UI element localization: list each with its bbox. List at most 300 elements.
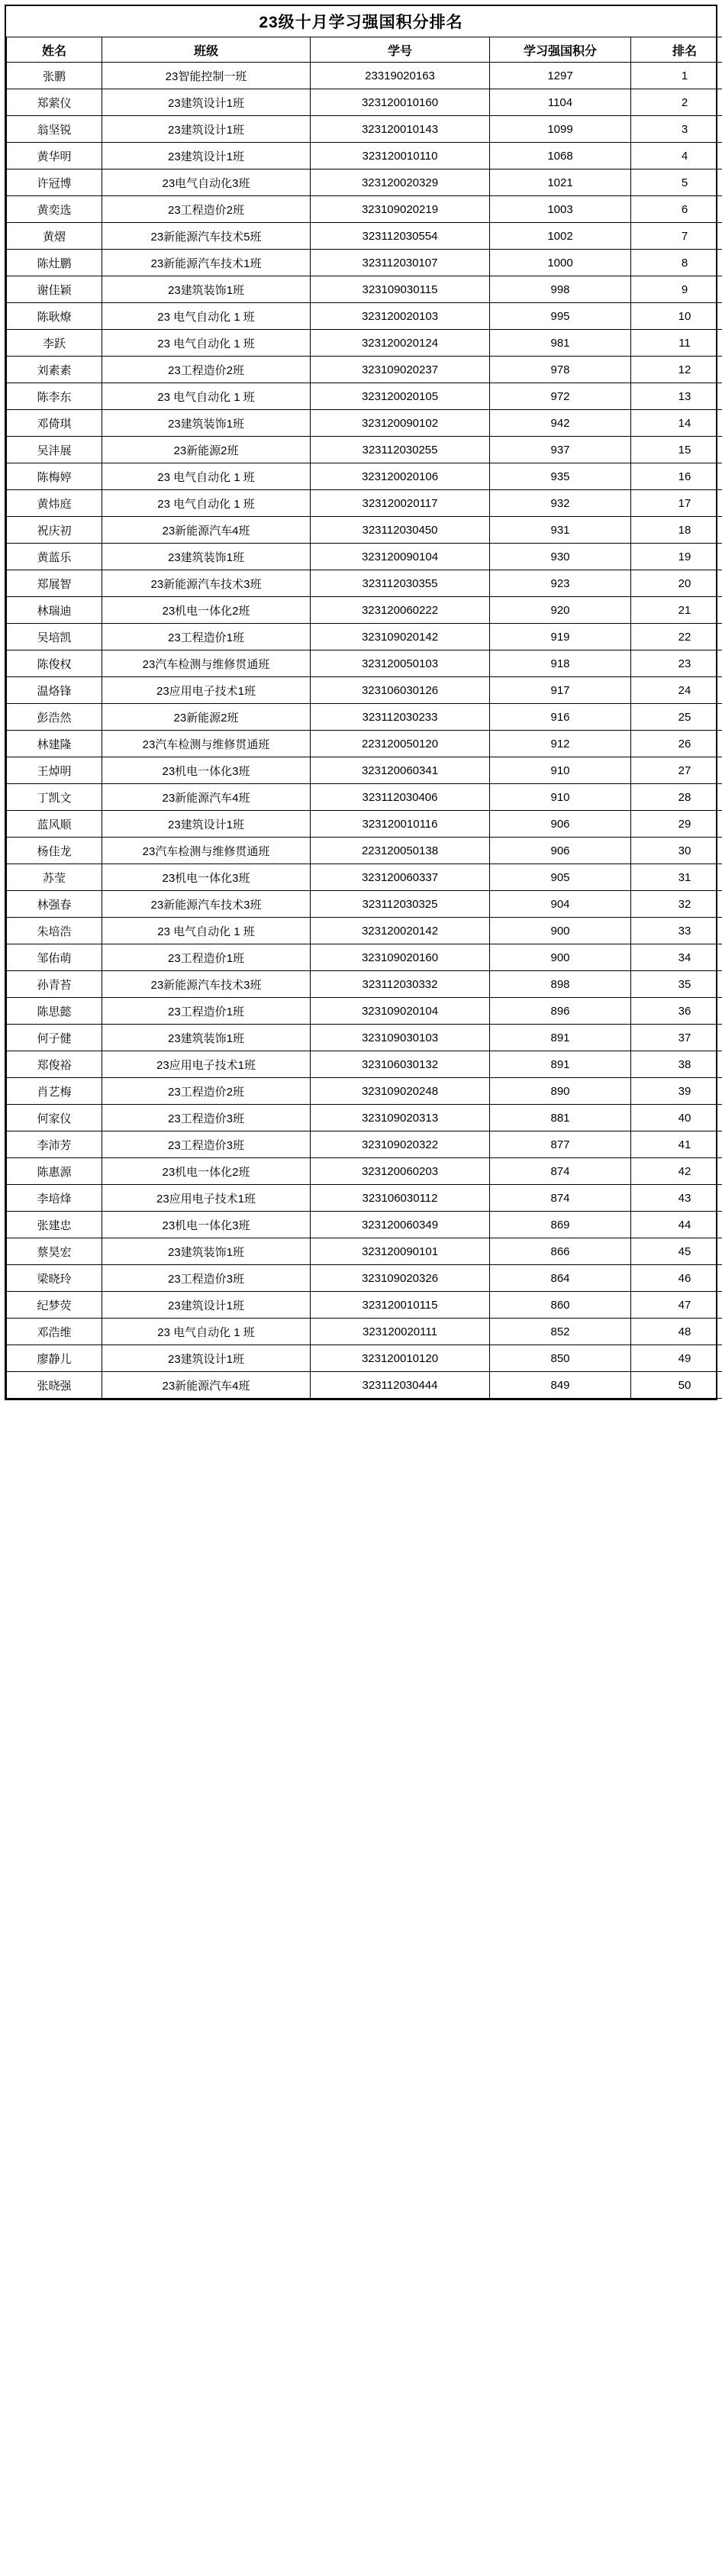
cell-name: 翁坚锐 [7,116,102,143]
cell-rank: 14 [631,410,722,437]
cell-class: 23工程造价1班 [102,998,311,1025]
cell-rank: 12 [631,357,722,383]
cell-rank: 44 [631,1212,722,1238]
table-row [7,1238,722,1265]
cell-class: 23机电一体化3班 [102,864,311,891]
cell-name: 谢佳颖 [7,276,102,303]
table-row [7,223,722,250]
cell-student-id: 323109020104 [311,998,490,1025]
cell-rank: 28 [631,784,722,811]
cell-rank: 9 [631,276,722,303]
cell-name: 陈俊权 [7,650,102,677]
cell-student-id: 323112030107 [311,250,490,276]
cell-rank: 13 [631,383,722,410]
cell-rank: 22 [631,624,722,650]
cell-score: 906 [490,811,631,838]
table-row [7,1212,722,1238]
cell-name: 吴沣展 [7,437,102,463]
cell-student-id: 323112030325 [311,891,490,918]
cell-class: 23新能源汽车技术3班 [102,971,311,998]
cell-rank: 15 [631,437,722,463]
cell-class: 23新能源汽车4班 [102,517,311,544]
cell-class: 23新能源2班 [102,704,311,731]
cell-student-id: 323112030332 [311,971,490,998]
cell-rank: 38 [631,1051,722,1078]
cell-name: 陈耿燎 [7,303,102,330]
cell-name: 陈李东 [7,383,102,410]
cell-class: 23建筑设计1班 [102,1292,311,1319]
cell-score: 881 [490,1105,631,1131]
cell-name: 丁凯文 [7,784,102,811]
cell-score: 937 [490,437,631,463]
cell-rank: 47 [631,1292,722,1319]
cell-name: 王焯明 [7,757,102,784]
table-row [7,517,722,544]
cell-student-id: 323120060337 [311,864,490,891]
cell-rank: 19 [631,544,722,570]
cell-score: 972 [490,383,631,410]
table-header-row [7,37,722,63]
cell-name: 邹佑萌 [7,944,102,971]
table-row [7,1265,722,1292]
cell-name: 张建忠 [7,1212,102,1238]
cell-student-id: 323120020142 [311,918,490,944]
cell-student-id: 323109020326 [311,1265,490,1292]
cell-score: 896 [490,998,631,1025]
cell-class: 23建筑装饰1班 [102,1025,311,1051]
cell-name: 邓倚琪 [7,410,102,437]
cell-class: 23机电一体化2班 [102,1158,311,1185]
cell-class: 23 电气自动化 1 班 [102,1319,311,1345]
cell-class: 23新能源汽车4班 [102,784,311,811]
page-title: 23级十月学习强国积分排名 [259,14,463,31]
cell-name: 张晓强 [7,1372,102,1399]
table-row [7,63,722,89]
cell-student-id: 323109020237 [311,357,490,383]
cell-rank: 33 [631,918,722,944]
cell-score: 917 [490,677,631,704]
table-row [7,276,722,303]
cell-score: 1003 [490,196,631,223]
cell-name: 李沛芳 [7,1131,102,1158]
cell-class: 23智能控制一班 [102,63,311,89]
cell-score: 916 [490,704,631,731]
cell-score: 1002 [490,223,631,250]
cell-class: 23工程造价3班 [102,1105,311,1131]
cell-name: 黄华明 [7,143,102,169]
cell-class: 23建筑装饰1班 [102,544,311,570]
cell-student-id: 323120020105 [311,383,490,410]
cell-student-id: 223120050120 [311,731,490,757]
cell-student-id: 323112030406 [311,784,490,811]
table-row [7,677,722,704]
cell-class: 23应用电子技术1班 [102,677,311,704]
cell-student-id: 323112030355 [311,570,490,597]
cell-name: 陈惠源 [7,1158,102,1185]
cell-student-id: 323109020219 [311,196,490,223]
cell-name: 何子健 [7,1025,102,1051]
cell-student-id: 323120020111 [311,1319,490,1345]
cell-score: 930 [490,544,631,570]
cell-class: 23建筑装饰1班 [102,1238,311,1265]
cell-score: 850 [490,1345,631,1372]
cell-class: 23汽车检测与维修贯通班 [102,731,311,757]
table-row [7,1131,722,1158]
cell-class: 23工程造价2班 [102,1078,311,1105]
cell-rank: 18 [631,517,722,544]
cell-class: 23建筑设计1班 [102,89,311,116]
cell-class: 23新能源汽车技术5班 [102,223,311,250]
cell-name: 李培烽 [7,1185,102,1212]
cell-student-id: 323112030233 [311,704,490,731]
cell-class: 23工程造价3班 [102,1131,311,1158]
cell-rank: 29 [631,811,722,838]
cell-score: 849 [490,1372,631,1399]
cell-score: 1104 [490,89,631,116]
cell-class: 23新能源汽车技术3班 [102,891,311,918]
cell-rank: 36 [631,998,722,1025]
table-row [7,143,722,169]
table-body [7,63,722,1399]
table-row [7,330,722,357]
cell-name: 彭浩然 [7,704,102,731]
table-wrapper [5,37,717,1400]
table-row [7,1185,722,1212]
cell-rank: 6 [631,196,722,223]
cell-class: 23工程造价3班 [102,1265,311,1292]
table-row [7,838,722,864]
cell-score: 923 [490,570,631,597]
cell-score: 910 [490,784,631,811]
cell-class: 23新能源汽车4班 [102,1372,311,1399]
cell-class: 23应用电子技术1班 [102,1051,311,1078]
cell-rank: 2 [631,89,722,116]
table-row [7,1078,722,1105]
cell-rank: 16 [631,463,722,490]
table-row [7,971,722,998]
cell-rank: 1 [631,63,722,89]
cell-rank: 30 [631,838,722,864]
cell-student-id: 323120010143 [311,116,490,143]
cell-rank: 41 [631,1131,722,1158]
cell-name: 林瑞迪 [7,597,102,624]
cell-class: 23工程造价2班 [102,357,311,383]
table-row [7,650,722,677]
cell-name: 苏莹 [7,864,102,891]
cell-rank: 24 [631,677,722,704]
cell-name: 张鹏 [7,63,102,89]
table-row [7,1319,722,1345]
column-header-rank: 排名 [631,37,722,63]
table-row [7,570,722,597]
cell-name: 纪梦荧 [7,1292,102,1319]
cell-class: 23新能源汽车技术1班 [102,250,311,276]
cell-class: 23新能源汽车技术3班 [102,570,311,597]
cell-student-id: 323120060222 [311,597,490,624]
cell-name: 许冠博 [7,169,102,196]
cell-name: 邓浩维 [7,1319,102,1345]
cell-score: 869 [490,1212,631,1238]
cell-student-id: 323120010116 [311,811,490,838]
cell-class: 23 电气自动化 1 班 [102,383,311,410]
cell-student-id: 223120050138 [311,838,490,864]
cell-class: 23新能源2班 [102,437,311,463]
cell-name: 孙青苔 [7,971,102,998]
cell-name: 梁晓玲 [7,1265,102,1292]
cell-rank: 3 [631,116,722,143]
table-row [7,1051,722,1078]
table-row [7,303,722,330]
cell-class: 23建筑设计1班 [102,1345,311,1372]
cell-student-id: 323120020329 [311,169,490,196]
cell-score: 900 [490,918,631,944]
cell-score: 918 [490,650,631,677]
cell-class: 23建筑设计1班 [102,116,311,143]
cell-class: 23建筑设计1班 [102,811,311,838]
cell-student-id: 323120060203 [311,1158,490,1185]
cell-name: 黄炜庭 [7,490,102,517]
cell-student-id: 323120010115 [311,1292,490,1319]
cell-student-id: 323120050103 [311,650,490,677]
cell-rank: 32 [631,891,722,918]
table-row [7,1292,722,1319]
cell-class: 23汽车检测与维修贯通班 [102,650,311,677]
cell-class: 23应用电子技术1班 [102,1185,311,1212]
table-row [7,1158,722,1185]
cell-rank: 31 [631,864,722,891]
cell-student-id: 323109030103 [311,1025,490,1051]
cell-student-id: 323106030126 [311,677,490,704]
cell-rank: 23 [631,650,722,677]
document-title-bar [5,5,717,37]
cell-student-id: 323120060341 [311,757,490,784]
cell-score: 906 [490,838,631,864]
cell-class: 23 电气自动化 1 班 [102,490,311,517]
cell-score: 1297 [490,63,631,89]
table-row [7,1105,722,1131]
cell-score: 1099 [490,116,631,143]
cell-name: 郑展智 [7,570,102,597]
cell-student-id: 323112030444 [311,1372,490,1399]
cell-score: 898 [490,971,631,998]
cell-student-id: 323109020248 [311,1078,490,1105]
cell-rank: 26 [631,731,722,757]
cell-student-id: 323120090102 [311,410,490,437]
cell-score: 877 [490,1131,631,1158]
cell-name: 刘素素 [7,357,102,383]
cell-rank: 27 [631,757,722,784]
cell-score: 852 [490,1319,631,1345]
cell-name: 何家仪 [7,1105,102,1131]
table-header [7,37,722,63]
cell-name: 朱培浩 [7,918,102,944]
cell-name: 林建隆 [7,731,102,757]
cell-rank: 11 [631,330,722,357]
cell-score: 995 [490,303,631,330]
ranking-table [6,37,722,1399]
cell-name: 杨佳龙 [7,838,102,864]
cell-score: 891 [490,1025,631,1051]
table-row [7,383,722,410]
cell-rank: 49 [631,1345,722,1372]
cell-rank: 40 [631,1105,722,1131]
table-row [7,811,722,838]
cell-student-id: 323120020117 [311,490,490,517]
table-row [7,1372,722,1399]
cell-name: 蔡昊宏 [7,1238,102,1265]
cell-score: 1021 [490,169,631,196]
cell-class: 23机电一体化3班 [102,757,311,784]
cell-class: 23机电一体化2班 [102,597,311,624]
cell-rank: 48 [631,1319,722,1345]
cell-score: 891 [490,1051,631,1078]
table-row [7,731,722,757]
cell-student-id: 323109020142 [311,624,490,650]
cell-student-id: 323120020124 [311,330,490,357]
column-header-name: 姓名 [7,37,102,63]
cell-student-id: 323120090104 [311,544,490,570]
cell-student-id: 323120090101 [311,1238,490,1265]
cell-rank: 46 [631,1265,722,1292]
cell-student-id: 323120020106 [311,463,490,490]
cell-score: 874 [490,1185,631,1212]
cell-score: 1000 [490,250,631,276]
cell-rank: 5 [631,169,722,196]
cell-student-id: 323106030132 [311,1051,490,1078]
cell-rank: 42 [631,1158,722,1185]
cell-name: 陈梅婷 [7,463,102,490]
cell-student-id: 323109020160 [311,944,490,971]
cell-name: 廖静儿 [7,1345,102,1372]
table-row [7,891,722,918]
table-row [7,196,722,223]
cell-rank: 10 [631,303,722,330]
cell-rank: 35 [631,971,722,998]
cell-score: 910 [490,757,631,784]
cell-score: 900 [490,944,631,971]
cell-student-id: 23319020163 [311,63,490,89]
cell-score: 1068 [490,143,631,169]
cell-name: 林强春 [7,891,102,918]
table-row [7,757,722,784]
table-row [7,624,722,650]
cell-class: 23汽车检测与维修贯通班 [102,838,311,864]
cell-student-id: 323120010160 [311,89,490,116]
cell-rank: 25 [631,704,722,731]
cell-score: 864 [490,1265,631,1292]
cell-student-id: 323120020103 [311,303,490,330]
table-row [7,463,722,490]
cell-name: 肖艺梅 [7,1078,102,1105]
cell-student-id: 323112030554 [311,223,490,250]
table-row [7,784,722,811]
cell-rank: 43 [631,1185,722,1212]
cell-rank: 20 [631,570,722,597]
cell-score: 866 [490,1238,631,1265]
cell-class: 23建筑设计1班 [102,143,311,169]
cell-class: 23工程造价2班 [102,196,311,223]
cell-name: 黄奕选 [7,196,102,223]
table-row [7,250,722,276]
table-row [7,437,722,463]
cell-class: 23机电一体化3班 [102,1212,311,1238]
cell-student-id: 323109030115 [311,276,490,303]
table-row [7,490,722,517]
cell-score: 978 [490,357,631,383]
cell-name: 吴培凯 [7,624,102,650]
cell-score: 904 [490,891,631,918]
cell-rank: 37 [631,1025,722,1051]
cell-student-id: 323120060349 [311,1212,490,1238]
cell-class: 23建筑装饰1班 [102,410,311,437]
cell-score: 890 [490,1078,631,1105]
cell-score: 905 [490,864,631,891]
cell-name: 陈灶鹏 [7,250,102,276]
cell-student-id: 323120010120 [311,1345,490,1372]
column-header-student-id: 学号 [311,37,490,63]
column-header-class: 班级 [102,37,311,63]
cell-score: 931 [490,517,631,544]
column-header-score: 学习强国积分 [490,37,631,63]
cell-class: 23 电气自动化 1 班 [102,303,311,330]
cell-class: 23电气自动化3班 [102,169,311,196]
table-row [7,597,722,624]
table-row [7,544,722,570]
cell-name: 李跃 [7,330,102,357]
cell-name: 郑俊裕 [7,1051,102,1078]
table-row [7,1025,722,1051]
cell-score: 981 [490,330,631,357]
cell-score: 932 [490,490,631,517]
cell-class: 23 电气自动化 1 班 [102,330,311,357]
table-row [7,918,722,944]
cell-class: 23建筑装饰1班 [102,276,311,303]
cell-name: 黄熠 [7,223,102,250]
cell-rank: 4 [631,143,722,169]
cell-rank: 8 [631,250,722,276]
table-row [7,89,722,116]
cell-score: 860 [490,1292,631,1319]
cell-class: 23工程造价1班 [102,944,311,971]
cell-class: 23 电气自动化 1 班 [102,463,311,490]
cell-name: 郑萦仪 [7,89,102,116]
cell-score: 998 [490,276,631,303]
cell-score: 919 [490,624,631,650]
table-row [7,944,722,971]
cell-rank: 34 [631,944,722,971]
cell-student-id: 323112030255 [311,437,490,463]
cell-student-id: 323106030112 [311,1185,490,1212]
cell-class: 23 电气自动化 1 班 [102,918,311,944]
cell-rank: 7 [631,223,722,250]
cell-score: 912 [490,731,631,757]
table-row [7,357,722,383]
table-row [7,864,722,891]
cell-name: 温烙锋 [7,677,102,704]
cell-name: 黄蓝乐 [7,544,102,570]
cell-score: 874 [490,1158,631,1185]
cell-student-id: 323109020313 [311,1105,490,1131]
cell-name: 蓝风顺 [7,811,102,838]
cell-rank: 45 [631,1238,722,1265]
table-row [7,998,722,1025]
cell-score: 935 [490,463,631,490]
cell-rank: 39 [631,1078,722,1105]
cell-score: 920 [490,597,631,624]
cell-student-id: 323120010110 [311,143,490,169]
cell-name: 陈思懿 [7,998,102,1025]
cell-rank: 50 [631,1372,722,1399]
